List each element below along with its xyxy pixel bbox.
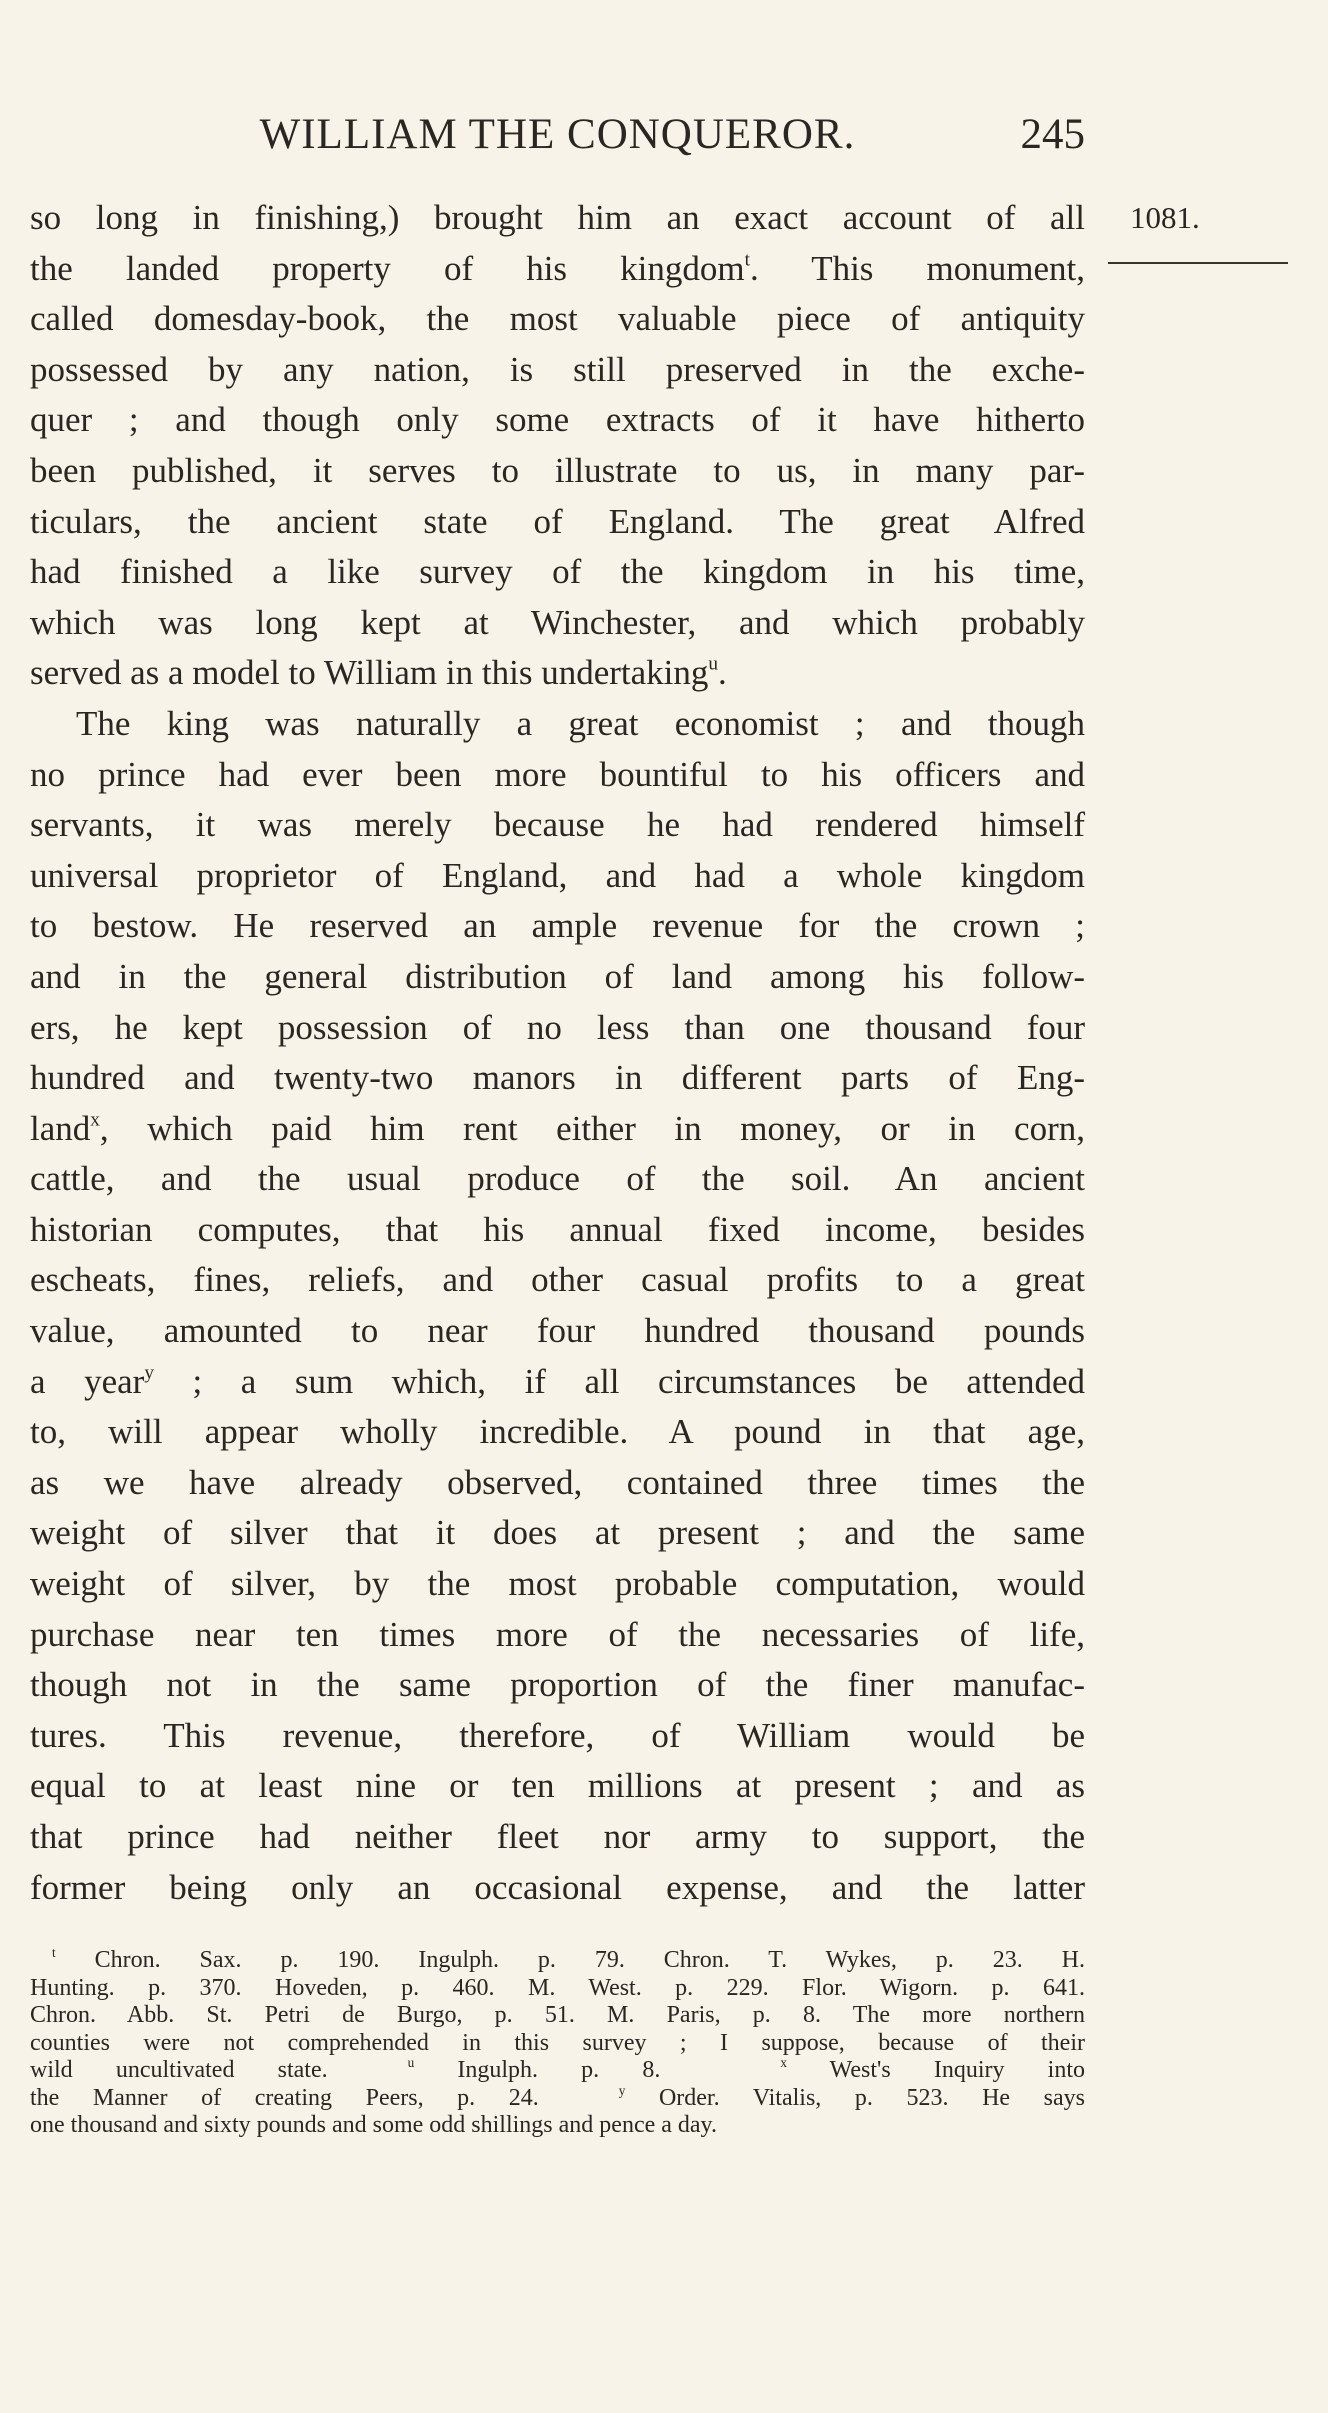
text-line: servants, it was merely because he had rendered himself: [30, 805, 1085, 845]
text-line: hundred and twenty-two manors in different parts of Eng-: [30, 1058, 1085, 1098]
text-line: cattle, and the usual produce of the soil. An ancient: [30, 1159, 1085, 1199]
footnote-marker-t: t: [52, 1945, 56, 1961]
footnote-line: one thousand and sixty pounds and some odd shillings and pence a day.: [30, 2112, 717, 2138]
text-line: and in the general distribution of land among his follow-: [30, 956, 1085, 996]
text-line: escheats, fines, reliefs, and other casual profits to a great: [30, 1260, 1085, 1300]
running-head: [30, 110, 1085, 170]
footnote-ref-x: x: [90, 1109, 100, 1131]
footnote-line: the Manner of creating Peers, p. 24. $^y$ Order. Vitalis, p. 523. He says: [30, 2082, 1085, 2111]
text-line: no prince had ever been more bountiful to his officers and: [30, 754, 1085, 794]
footnote-line: counties were not comprehended in this survey ; I suppose, because of their: [30, 2029, 1085, 2056]
body-text: [30, 193, 1085, 1913]
text-line: ers, he kept possession of no less than one thousand four: [30, 1007, 1085, 1047]
text-line: equal to at least nine or ten millions at present ; and as: [30, 1766, 1085, 1806]
text-line: quer ; and though only some extracts of it have hitherto: [30, 400, 1085, 440]
footnote-ref-t: t: [744, 249, 750, 271]
text-line: value, amounted to near four hundred thousand pounds: [30, 1311, 1085, 1351]
footnote-marker-y: y: [618, 2082, 626, 2098]
text-line: which was long kept at Winchester, and which probably: [30, 602, 1085, 642]
margin-rule: [1108, 262, 1288, 264]
text-line: ticulars, the ancient state of England. The great Alfred: [30, 501, 1085, 541]
text-line: called domesday-book, the most valuable piece of antiquity: [30, 299, 1085, 339]
text-line: though not in the same proportion of the finer manufac-: [30, 1665, 1085, 1705]
footnotes: [30, 1947, 1085, 2140]
footnote-marker-u: u: [407, 2055, 415, 2071]
running-title: WILLIAM THE CONQUEROR.: [259, 111, 856, 158]
margin-year: 1081.: [1130, 200, 1200, 235]
text-line: weight of silver that it does at present ; and the same: [30, 1513, 1085, 1553]
text-line: land$^x$, which paid him rent either in money, or in corn,: [30, 1108, 1085, 1148]
footnote-line: Chron. Abb. St. Petri de Burgo, p. 51. M. Paris, p. 8. The more northern: [30, 2002, 1085, 2028]
text-line: had finished a like survey of the kingdom in his time,: [30, 552, 1085, 592]
text-line: former being only an occasional expense, and the latter: [30, 1867, 1085, 1907]
footnote-ref-y: y: [144, 1362, 154, 1384]
text-line: weight of silver, by the most probable computation, would: [30, 1564, 1085, 1604]
footnote-line: wild uncultivated state. $^u$ Ingulph. p. 8. $^x$ West's Inquiry into: [30, 2055, 1085, 2083]
text-line: to bestow. He reserved an ample revenue for the crown ;: [30, 906, 1085, 946]
text-line: that prince had neither fleet nor army to support, the: [30, 1817, 1085, 1856]
footnote-marker-x: x: [780, 2055, 787, 2071]
footnote-line: Hunting. p. 370. Hoveden, p. 460. M. West. p. 229. Flor. Wigorn. p. 641.: [30, 1974, 1085, 2001]
text-line: tures. This revenue, therefore, of William would be: [30, 1715, 1085, 1755]
text-line: The king was naturally a great economist ; and though: [76, 703, 1085, 743]
text-line: historian computes, that his annual fixed income, besides: [30, 1209, 1085, 1249]
text-line: purchase near ten times more of the necessaries of life,: [30, 1614, 1085, 1654]
text-line: to, will appear wholly incredible. A pound in that age,: [30, 1412, 1085, 1452]
text-line: been published, it serves to illustrate to us, in many par-: [30, 450, 1085, 490]
footnote-ref-u: u: [708, 653, 718, 675]
page-number: 245: [1020, 111, 1085, 158]
footnote-line: $^t$ Chron. Sax. p. 190. Ingulph. p. 79. Chron. T. Wykes, p. 23. H.: [52, 1945, 1085, 1973]
text-line: universal proprietor of England, and had a whole kingdom: [30, 855, 1085, 895]
text-line: so long in finishing,) brought him an exact account of all: [30, 198, 1085, 237]
text-line: served as a model to William in this undertaking$^u$.: [30, 653, 727, 693]
text-line: as we have already observed, contained three times the: [30, 1462, 1085, 1502]
text-line: the landed property of his kingdom$^t$. This monument,: [30, 248, 1085, 288]
text-line: a year$^y$ ; a sum which, if all circumstances be attended: [30, 1361, 1085, 1401]
text-line: possessed by any nation, is still preserved in the exche-: [30, 349, 1085, 389]
